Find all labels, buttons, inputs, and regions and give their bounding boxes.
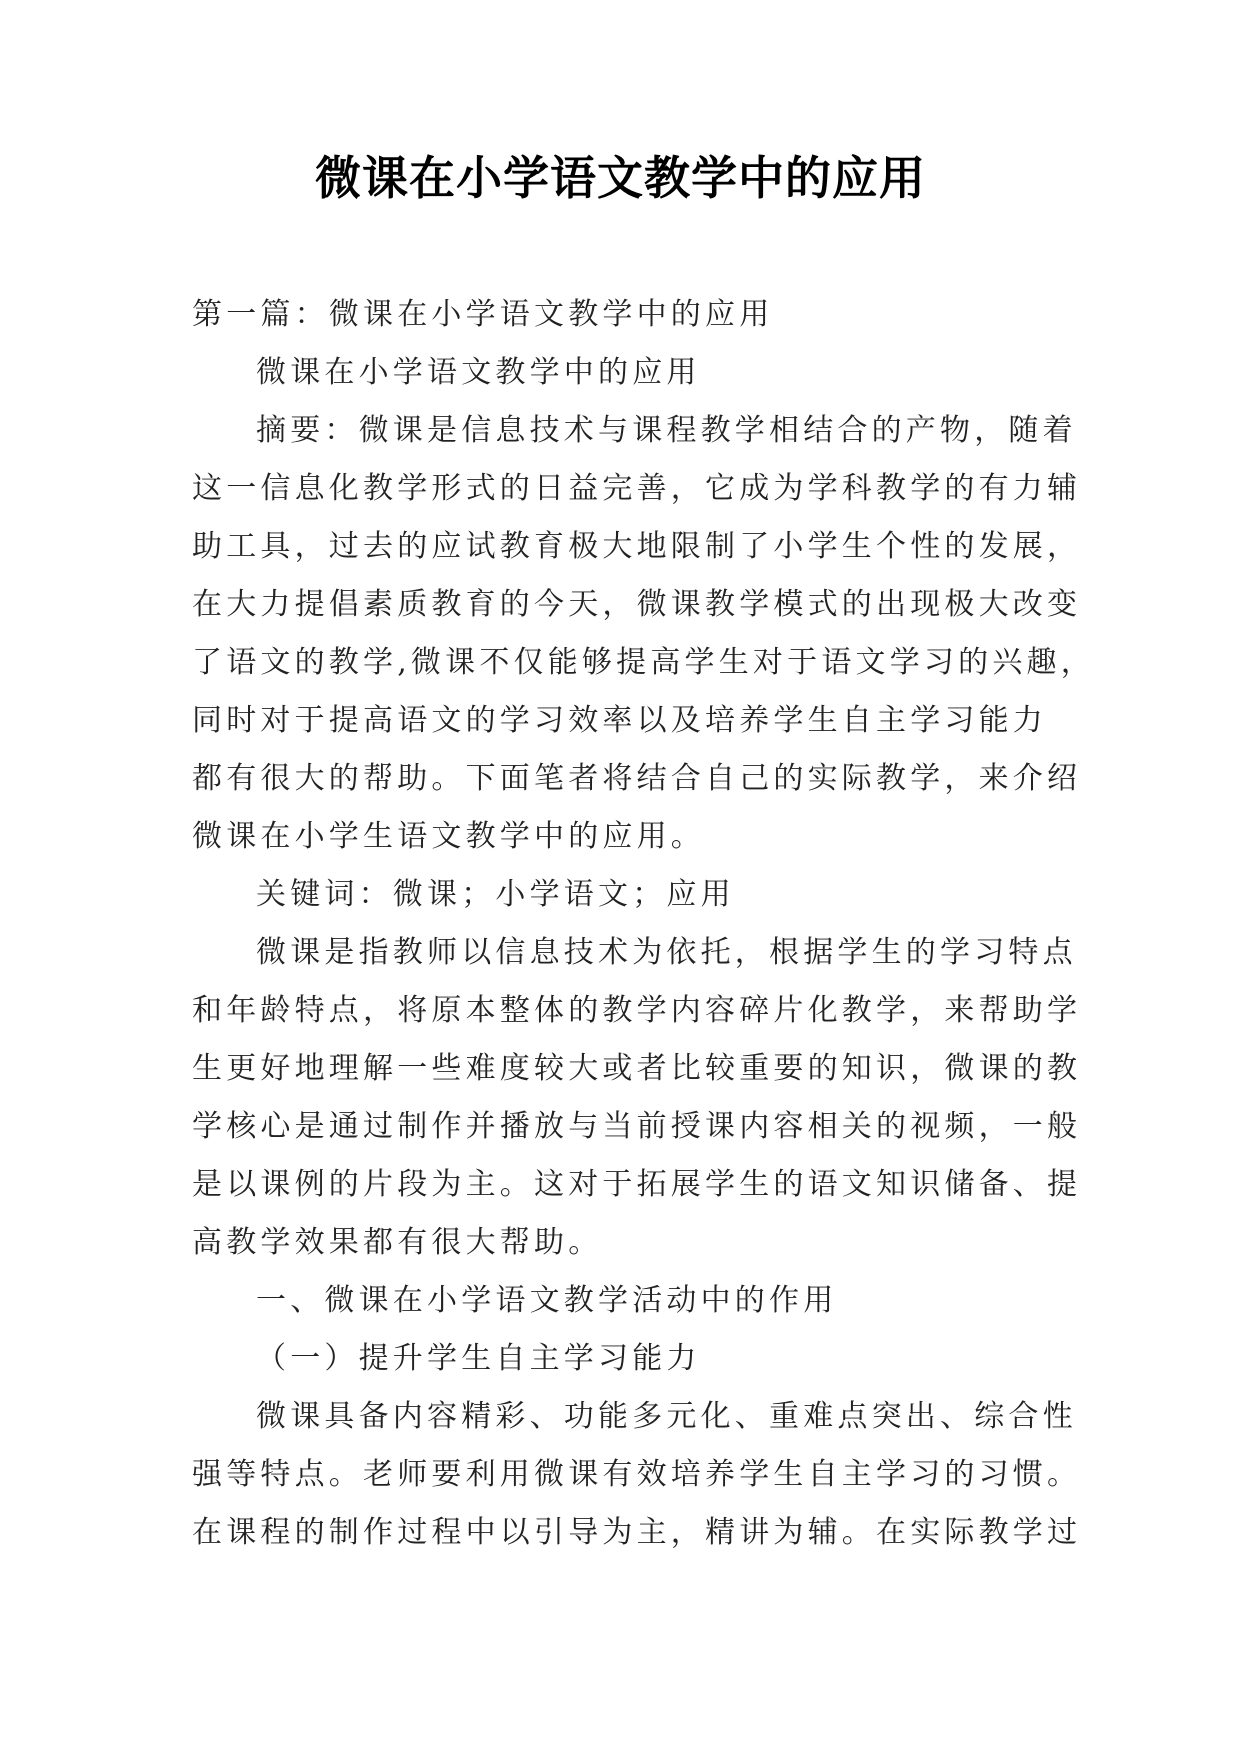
text-line: 了语文的教学,微课不仅能够提高学生对于语文学习的兴趣， bbox=[192, 645, 1095, 680]
text-line: 同时对于提高语文的学习效率以及培养学生自主学习能力 bbox=[192, 703, 1047, 738]
text-line: 在大力提倡素质教育的今天，微课教学模式的出现极大改变 bbox=[192, 587, 1082, 622]
text-line: 高教学效果都有很大帮助。 bbox=[192, 1225, 603, 1260]
text-line: （一）提升学生自主学习能力 bbox=[256, 1341, 701, 1376]
text-line: 生更好地理解一些难度较大或者比较重要的知识，微课的教 bbox=[192, 1051, 1082, 1086]
text-line: 一、微课在小学语文教学活动中的作用 bbox=[256, 1283, 838, 1318]
document-title: 微课在小学语文教学中的应用 bbox=[315, 151, 926, 205]
text-line: 强等特点。老师要利用微课有效培养学生自主学习的习惯。 bbox=[192, 1457, 1082, 1492]
text-line: 这一信息化教学形式的日益完善，它成为学科教学的有力辅 bbox=[192, 471, 1082, 506]
text-line: 在课程的制作过程中以引导为主，精讲为辅。在实际教学过 bbox=[192, 1515, 1082, 1550]
text-line: 微课是指教师以信息技术为依托，根据学生的学习特点 bbox=[256, 935, 1077, 970]
text-line: 学核心是通过制作并播放与当前授课内容相关的视频，一般 bbox=[192, 1109, 1082, 1144]
text-line: 摘要：微课是信息技术与课程教学相结合的产物，随着 bbox=[256, 413, 1077, 448]
text-line: 是以课例的片段为主。这对于拓展学生的语文知识储备、提 bbox=[192, 1167, 1082, 1202]
text-line: 微课具备内容精彩、功能多元化、重难点突出、综合性 bbox=[256, 1399, 1077, 1434]
text-line: 微课在小学语文教学中的应用 bbox=[256, 355, 701, 390]
text-line: 都有很大的帮助。下面笔者将结合自己的实际教学，来介绍 bbox=[192, 761, 1082, 796]
document-body bbox=[192, 286, 1095, 1562]
text-line: 和年龄特点，将原本整体的教学内容碎片化教学，来帮助学 bbox=[192, 993, 1082, 1028]
text-line: 第一篇：微课在小学语文教学中的应用 bbox=[192, 297, 774, 332]
text-line: 助工具，过去的应试教育极大地限制了小学生个性的发展， bbox=[192, 529, 1082, 564]
text-line: 关键词：微课；小学语文；应用 bbox=[256, 877, 735, 912]
text-line: 微课在小学生语文教学中的应用。 bbox=[192, 819, 705, 854]
